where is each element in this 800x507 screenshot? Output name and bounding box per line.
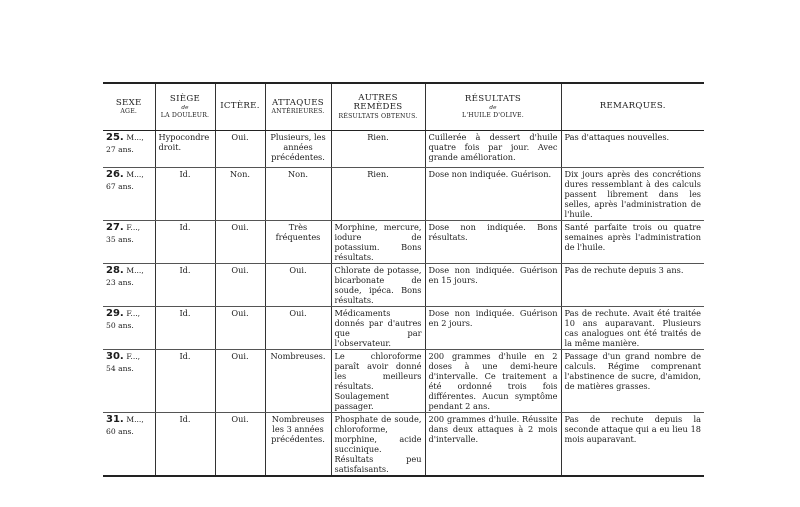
cell-attaques: Oui. [265,307,331,350]
header-row [103,83,704,131]
cell-resultats: Dose non indiquée. Guérison en 2 jours. [425,307,561,350]
cell-sexe-age [103,413,155,477]
header-attaques-sub: ANTÉRIEURES. [271,108,325,116]
case-age: 27 ans. [106,145,134,155]
cell-ictere: Oui. [215,413,265,477]
cell-remarques: Pas de rechute depuis 3 ans. [561,264,704,307]
header-attaques-title: ATTAQUES [272,97,324,108]
case-number: 27. [106,222,124,233]
cell-siege: Id. [155,350,215,413]
document-page [103,82,704,474]
header-siege-de: de [181,105,189,112]
cell-remedes: Chlorate de potasse, bicarbonate de soude, ipéca. Bons résultats. [331,264,425,307]
cell-resultats: Cuillerée à dessert d'huile quatre fois par jour. Avec grande amélioration. [425,131,561,168]
case-age: 67 ans. [106,182,134,192]
cell-remarques: Pas de rechute depuis la seconde attaque qui a eu lieu 18 mois auparavant. [561,413,704,477]
case-number: 26. [106,169,124,180]
header-sexe: SEXE [115,97,142,108]
case-sexe: M..., [126,415,144,424]
cell-siege: Id. [155,221,215,264]
case-number: 31. [106,414,124,425]
cell-siege: Id. [155,168,215,221]
cell-attaques: Nombreuses les 3 années précédentes. [265,413,331,477]
cell-resultats: Dose non indiquée. Guérison. [425,168,561,221]
case-table [103,82,704,477]
cell-ictere: Oui. [215,350,265,413]
cell-attaques: Très fréquentes [265,221,331,264]
cell-ictere: Oui. [215,221,265,264]
header-remedes-title: AUTRES REMÈDES [353,92,403,113]
cell-attaques: Plusieurs, les années précédentes. [265,131,331,168]
header-resultats-title: RÉSULTATS [464,94,522,105]
table-row [103,168,704,221]
cell-ictere: Oui. [215,264,265,307]
header-siege-douleur: LA DOULEUR. [160,111,210,119]
table-row [103,307,704,350]
cell-siege: Id. [155,413,215,477]
cell-ictere: Non. [215,168,265,221]
cell-sexe-age [103,131,155,168]
cell-remedes: Morphine, mercure, iodure de potassium. Bons résultats. [331,221,425,264]
case-age: 23 ans. [106,278,134,288]
case-sexe: F..., [126,223,141,232]
header-siege-title: SIÈGE [169,94,201,105]
case-age: 35 ans. [106,235,134,245]
header-ictere-title: ICTÈRE. [220,101,260,112]
cell-resultats: 200 grammes d'huile en 2 doses à une demi-heure d'intervalle. Ce traitement a été ordonné trois fois différentes. Aucun symptôme pendant 2 ans. [425,350,561,413]
table-row [103,264,704,307]
header-resultats-sub: L'HUILE D'OLIVE. [462,111,524,119]
cell-remarques: Dix jours après des concrétions dures ressemblant à des calculs passent librement dans les selles, après l'administration de l'huile. [561,168,704,221]
table-row [103,350,704,413]
cell-sexe-age [103,221,155,264]
header-remedes [331,83,425,131]
cell-remedes: Rien. [331,131,425,168]
cell-sexe-age [103,350,155,413]
header-age: AGE. [120,108,138,116]
cell-remarques: Santé parfaite trois ou quatre semaines après l'administration de l'huile. [561,221,704,264]
cell-sexe-age [103,264,155,307]
table-row [103,221,704,264]
table-row [103,413,704,477]
header-resultats-de: de [489,105,497,112]
header-sexe-age [103,83,155,131]
table-row [103,131,704,168]
cell-remarques: Pas d'attaques nouvelles. [561,131,704,168]
cell-attaques: Non. [265,168,331,221]
cell-remarques: Pas de rechute. Avait été traitée 10 ans auparavant. Plusieurs cas analogues ont été traités de la même manière. [561,307,704,350]
case-sexe: M..., [126,133,144,142]
case-age: 60 ans. [106,427,134,437]
cell-attaques: Oui. [265,264,331,307]
case-age: 50 ans. [106,321,134,331]
cell-resultats: Dose non indiquée. Bons résultats. [425,221,561,264]
case-number: 28. [106,265,124,276]
header-resultats [425,83,561,131]
cell-remedes: Rien. [331,168,425,221]
case-number: 30. [106,351,124,362]
cell-remedes: Phosphate de soude, chloroforme, morphine, acide succinique. Résultats peu satisfaisants. [331,413,425,477]
case-sexe: M..., [126,266,144,275]
cell-sexe-age [103,307,155,350]
case-number: 25. [106,132,124,143]
cell-remarques: Passage d'un grand nombre de calculs. Régime comprenant l'abstinence de sucre, d'amidon, de matières grasses. [561,350,704,413]
header-ictere [215,83,265,131]
case-sexe: F..., [126,352,141,361]
header-remedes-sub: RÉSULTATS OBTENUS. [338,113,418,121]
cell-resultats: 200 grammes d'huile. Réussite dans deux attaques à 2 mois d'intervalle. [425,413,561,477]
case-sexe: F..., [126,309,141,318]
cell-siege: Id. [155,307,215,350]
header-attaques [265,83,331,131]
header-remarques [561,83,704,131]
header-remarques-title: REMARQUES. [599,101,666,112]
case-age: 54 ans. [106,364,134,374]
cell-siege: Id. [155,264,215,307]
case-number: 29. [106,308,124,319]
cell-ictere: Oui. [215,307,265,350]
cell-remedes: Médicaments donnés par d'autres que par l'observateur. [331,307,425,350]
cell-sexe-age [103,168,155,221]
cell-siege: Hypocondre droit. [155,131,215,168]
cell-ictere: Oui. [215,131,265,168]
cell-attaques: Nombreuses. [265,350,331,413]
cell-resultats: Dose non indiquée. Guérison en 15 jours. [425,264,561,307]
case-sexe: M..., [126,170,144,179]
header-siege [155,83,215,131]
cell-remedes: Le chloroforme paraît avoir donné les meilleurs résultats. Soulagement passager. [331,350,425,413]
